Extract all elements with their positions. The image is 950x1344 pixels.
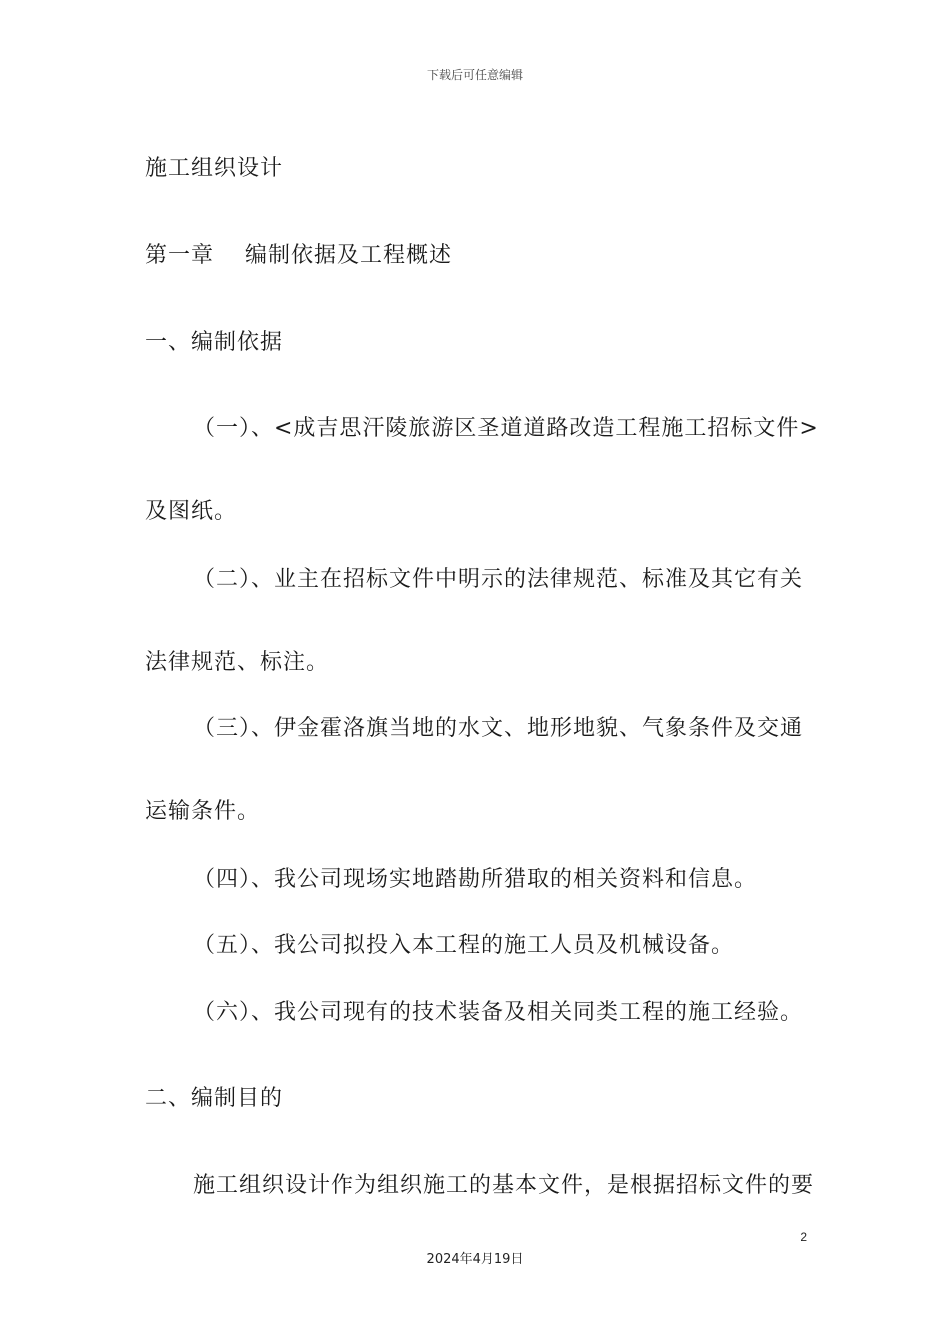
- footer-date: 2024年4月19日: [426, 1252, 524, 1267]
- section-heading-basis: 一、编制依据: [145, 330, 284, 355]
- chapter-heading: 第一章 编制依据及工程概述: [145, 243, 452, 268]
- basis-item-4: （四）、我公司现场实地踏勘所猎取的相关资料和信息。: [193, 867, 758, 892]
- basis-item-3-line-2: 运输条件。: [145, 799, 261, 824]
- document-title: 施工组织设计: [145, 156, 284, 181]
- page-header-note: 下载后可任意编辑: [426, 68, 523, 82]
- basis-item-2-line-1: （二）、业主在招标文件中明示的法律规范、标准及其它有关: [193, 567, 804, 592]
- basis-item-6: （六）、我公司现有的技术装备及相关同类工程的施工经验。: [193, 1000, 804, 1025]
- basis-item-1-line-2: 及图纸。: [145, 499, 238, 524]
- basis-item-2-line-2: 法律规范、标注。: [145, 650, 330, 675]
- basis-item-1-line-1: （一）、<成吉思汗陵旅游区圣道道路改造工程施工招标文件>: [193, 416, 819, 441]
- page-number: 2: [800, 1230, 807, 1244]
- basis-item-3-line-1: （三）、伊金霍洛旗当地的水文、地形地貌、气象条件及交通: [193, 716, 804, 741]
- purpose-paragraph-line-1: 施工组织设计作为组织施工的基本文件，是根据招标文件的要: [193, 1173, 815, 1198]
- basis-item-5: （五）、我公司拟投入本工程的施工人员及机械设备。: [193, 933, 735, 958]
- section-heading-purpose: 二、编制目的: [145, 1086, 284, 1111]
